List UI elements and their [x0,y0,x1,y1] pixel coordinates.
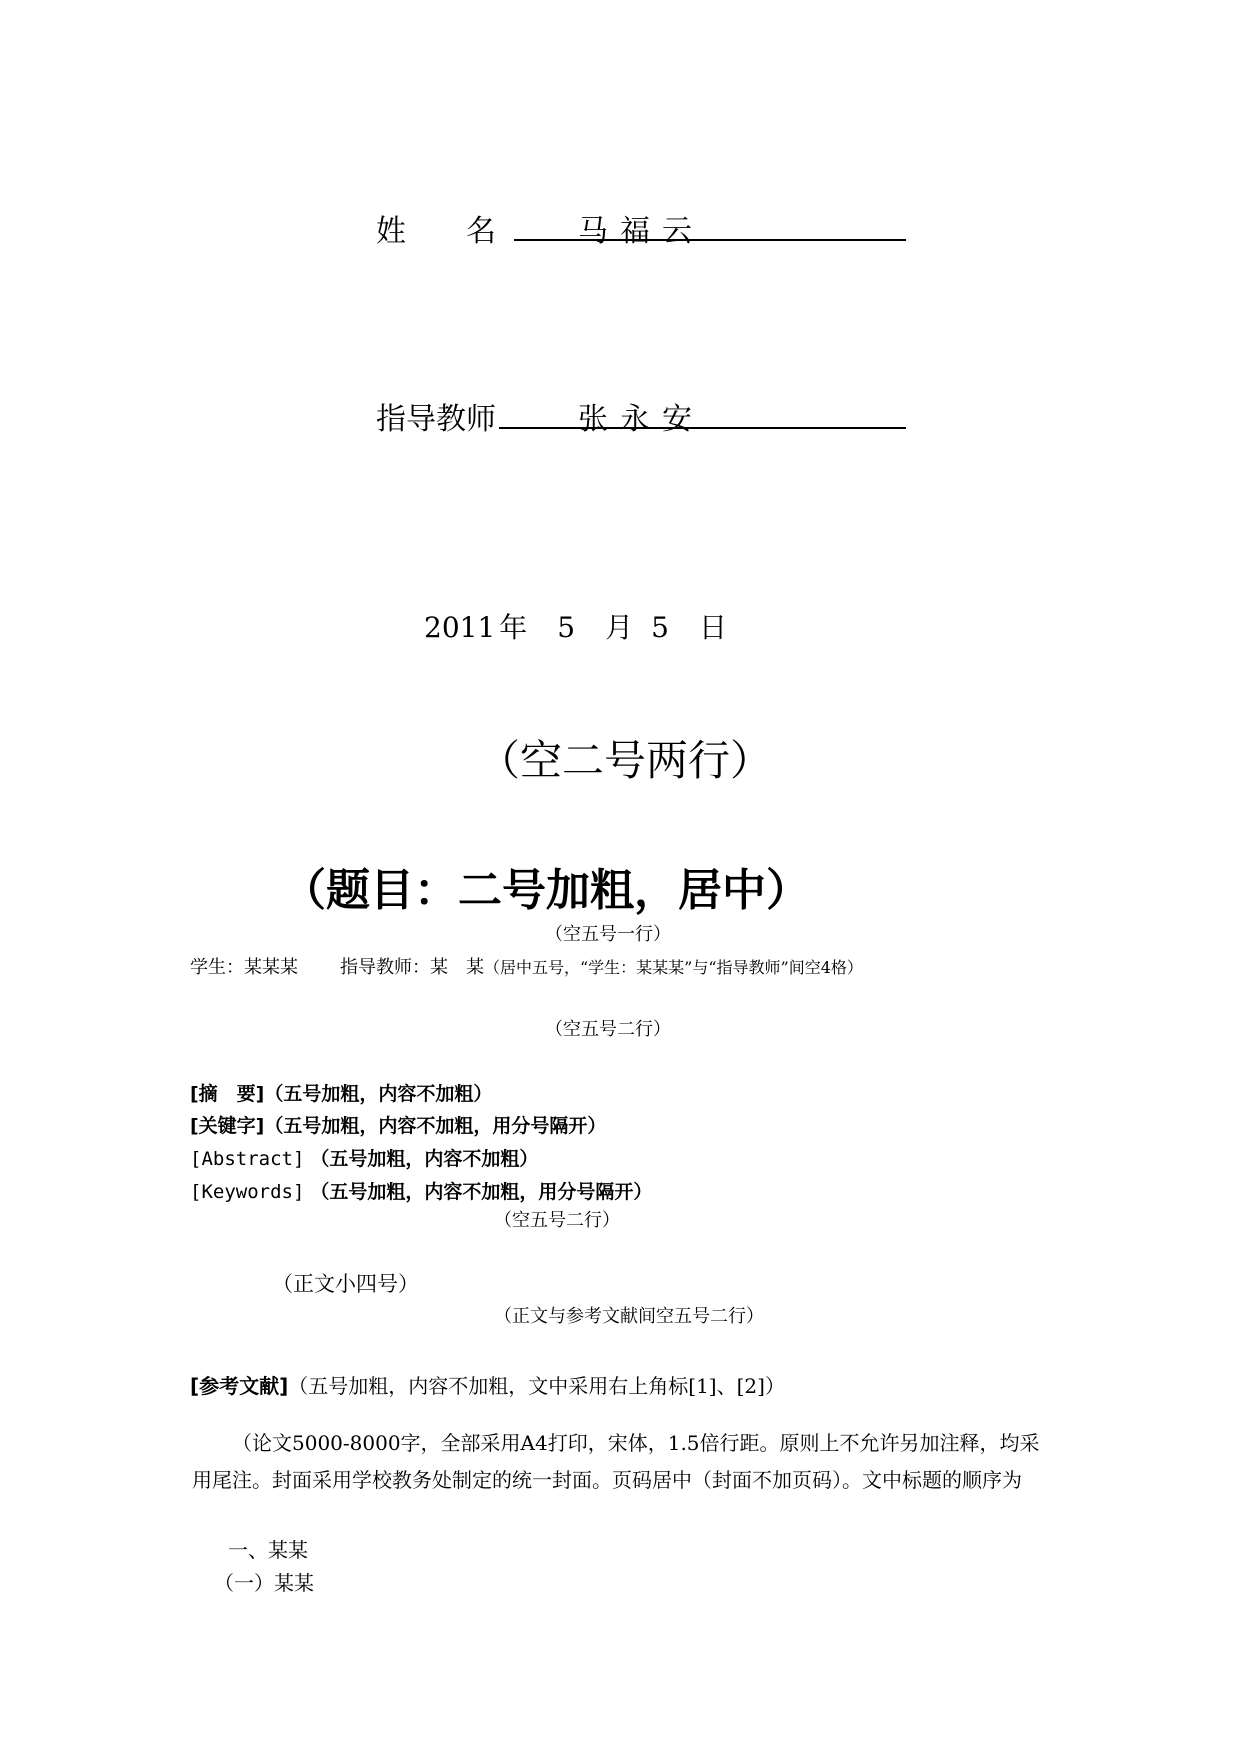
date-month-unit: 月 [605,611,634,644]
blank-one-line-note: （空五号一行） [545,924,671,945]
name-underline [514,239,906,241]
en-abstract-note: （五号加粗，内容不加粗） [310,1148,539,1170]
byline [190,953,863,979]
zh-abstract-line: [摘 要]（五号加粗，内容不加粗） [190,1083,493,1105]
byline-advisor: 指导教师：某 某 [340,957,484,978]
blank-two-lines-note: （空二号两行） [478,736,773,785]
title-instruction: （题目：二号加粗，居中） [282,865,810,916]
heading-level-1-example: 一、某某 [228,1538,308,1562]
blank-two-lines-note-b: （空五号二行） [494,1210,620,1231]
blank-two-lines-note-a: （空五号二行） [545,1019,671,1040]
references-tag: [参考文献] [190,1374,289,1398]
name-label: 姓 名 [376,214,496,249]
byline-student: 学生：某某某 [190,957,298,978]
en-abstract-line [190,1144,538,1171]
references-line [190,1370,785,1399]
zh-keywords-line: [关键字]（五号加粗，内容不加粗，用分号隔开） [190,1115,607,1137]
date-day-unit: 日 [698,611,727,644]
instructions-paragraph: （论文5000-8000字，全部采用A4打印，宋体，1.5倍行距。原则上不允许另加注释，均采用尾注。封面采用学校教务处制定的统一封面。页码居中（封面不加页码）。文中标题的顺序为 [192,1431,1040,1492]
date-day: 5 [651,611,669,644]
advisor-value: 张永安 [578,402,704,437]
cover-date [424,606,727,646]
body-reference-gap-note: （正文与参考文献间空五号二行） [494,1306,764,1327]
en-keywords-note: （五号加粗，内容不加粗，用分号隔开） [310,1181,653,1203]
date-year-unit: 年 [499,611,528,644]
byline-note: （居中五号，“学生：某某某”与“指导教师”间空4格） [484,958,863,977]
date-month: 5 [557,611,576,644]
name-value: 马福云 [578,214,704,249]
advisor-label: 指导教师 [376,402,496,437]
en-keywords-tag: [Keywords] [190,1181,305,1203]
en-abstract-tag: [Abstract] [190,1148,305,1170]
body-size-note: （正文小四号） [272,1272,419,1296]
en-keywords-line [190,1177,652,1204]
date-year: 2011 [424,611,496,644]
references-note: （五号加粗，内容不加粗，文中采用右上角标[1]、[2]） [288,1374,785,1398]
heading-level-2-example: （一）某某 [214,1571,314,1595]
